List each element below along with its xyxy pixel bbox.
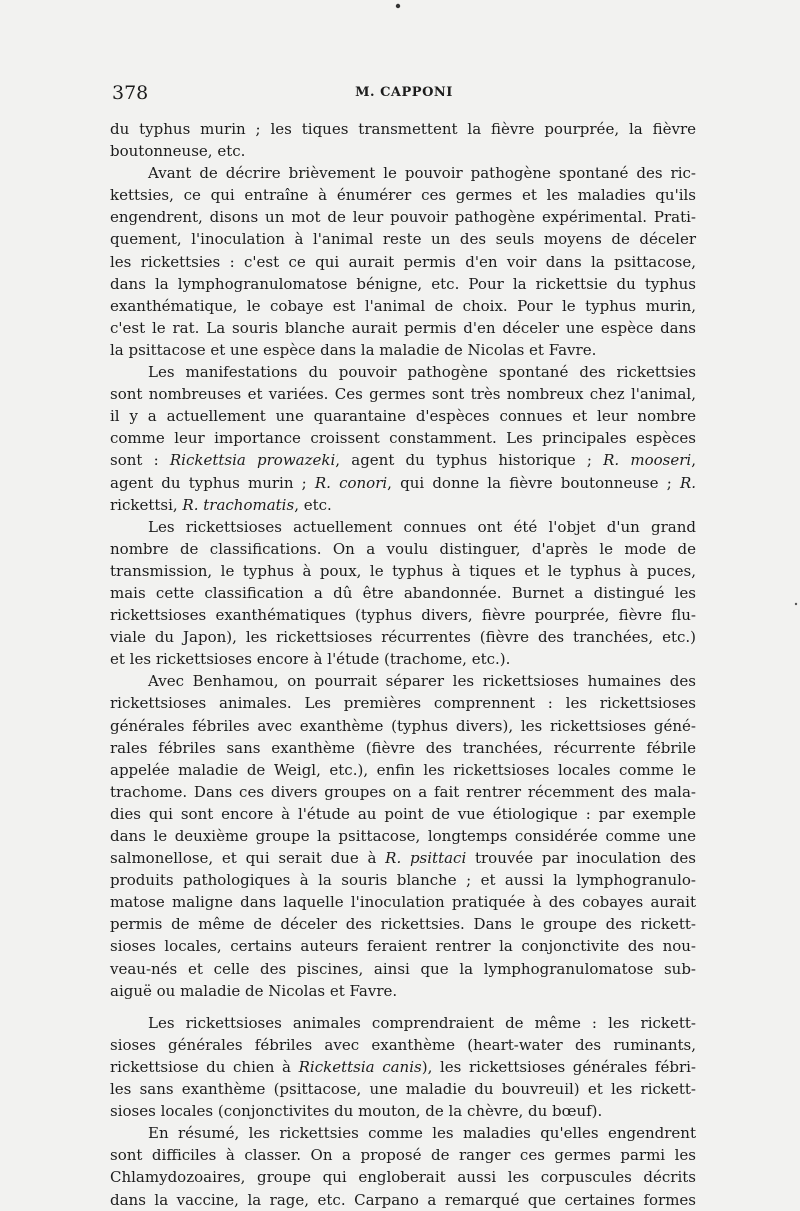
text-line: salmonellose, et qui serait due à R. psittaci trouvée par inoculation des xyxy=(110,849,696,868)
text-line: transmission, le typhus à poux, le typhus à tiques et le typhus à puces, xyxy=(110,561,696,580)
text-line: boutonneuse, etc. xyxy=(110,142,246,161)
text-line: sioses locales, certains auteurs feraient rentrer la conjonctivite des nou- xyxy=(110,937,696,956)
text-line: les rickettsies : c'est ce qui aurait permis d'en voir dans la psittacose, xyxy=(110,252,696,271)
text-line: sioses générales fébriles avec exanthème (heart-water des ruminants, xyxy=(110,1035,696,1054)
text-line: nombre de classifications. On a voulu distinguer, d'après le mode de xyxy=(110,539,696,558)
text-line: kettsies, ce qui entraîne à énumérer ces germes et les maladies qu'ils xyxy=(110,186,696,205)
text-line: dans la vaccine, la rage, etc. Carpano a remarqué que certaines formes xyxy=(110,1190,696,1209)
page-number: 378 xyxy=(112,82,149,104)
page-header xyxy=(112,82,696,106)
text-line: rickettsi, R. trachomatis, etc. xyxy=(110,495,332,514)
text-line: rickettsiose du chien à Rickettsia canis), les rickettsioses générales fébri- xyxy=(110,1057,696,1076)
ink-speck xyxy=(396,4,400,8)
paragraph xyxy=(110,1012,696,1122)
text-line: et les rickettsioses encore à l'étude (trachome, etc.). xyxy=(110,650,511,669)
text-line: il y a actuellement une quarantaine d'espèces connues et leur nombre xyxy=(110,407,696,426)
text-line: trachome. Dans ces divers groupes on a fait rentrer récemment des mala- xyxy=(110,782,696,801)
text-line: viale du Japon), les rickettsioses récurrentes (fièvre des tranchées, etc.) xyxy=(110,628,696,647)
text-line: exanthématique, le cobaye est l'animal de choix. Pour le typhus murin, xyxy=(110,296,696,315)
text-line: sont : Rickettsia prowazeki, agent du typhus historique ; R. mooseri, xyxy=(110,451,696,470)
text-line: aiguë ou maladie de Nicolas et Favre. xyxy=(110,981,398,1000)
text-line: c'est le rat. La souris blanche aurait permis d'en déceler une espèce dans xyxy=(110,318,696,337)
paragraph xyxy=(110,361,696,516)
text-line: dans la lymphogranulomatose bénigne, etc. Pour la rickettsie du typhus xyxy=(110,274,696,293)
body-text xyxy=(110,118,696,1211)
text-line: rickettsioses exanthématiques (typhus divers, fièvre pourprée, fièvre flu- xyxy=(110,606,696,625)
text-line: dies qui sont encore à l'étude au point de vue étiologique : par exemple xyxy=(110,804,696,823)
text-line: sioses locales (conjonctivites du mouton, de la chèvre, du bœuf). xyxy=(110,1102,603,1121)
paragraph xyxy=(110,516,696,671)
text-line: comme leur importance croissent constamment. Les principales espèces xyxy=(110,429,696,448)
text-line: matose maligne dans laquelle l'inoculation pratiquée à des cobayes aurait xyxy=(110,893,696,912)
text-line: la psittacose et une espèce dans la maladie de Nicolas et Favre. xyxy=(110,340,597,359)
paragraph xyxy=(110,162,696,361)
text-line: agent du typhus murin ; R. conori, qui donne la fièvre boutonneuse ; R. xyxy=(110,473,696,492)
paragraph xyxy=(110,670,696,1001)
running-head: M. CAPPONI xyxy=(355,85,453,100)
text-line: Avec Benhamou, on pourrait séparer les rickettsioses humaines des xyxy=(148,672,696,691)
text-line: produits pathologiques à la souris blanche ; et aussi la lymphogranulo- xyxy=(110,871,696,890)
text-line: du typhus murin ; les tiques transmettent la fièvre pourprée, la fièvre xyxy=(110,120,696,138)
text-line: permis de même de déceler des rickettsies. Dans le groupe des rickett- xyxy=(110,915,696,934)
text-line: Les rickettsioses actuellement connues ont été l'objet d'un grand xyxy=(148,517,696,536)
text-line: sont nombreuses et variées. Ces germes sont très nombreux chez l'animal, xyxy=(110,385,696,404)
text-line: Les rickettsioses animales comprendraient de même : les rickett- xyxy=(148,1013,696,1032)
paragraph xyxy=(110,118,696,162)
text-line: appelée maladie de Weigl, etc.), enfin les rickettsioses locales comme le xyxy=(110,760,696,779)
text-line: quement, l'inoculation à l'animal reste un des seuls moyens de déceler xyxy=(110,230,696,249)
text-line: veau-nés et celle des piscines, ainsi que la lymphogranulomatose sub- xyxy=(110,959,696,978)
ink-speck xyxy=(795,603,797,605)
text-line: sont difficiles à classer. On a proposé de ranger ces germes parmi les xyxy=(110,1146,696,1165)
text-line: Les manifestations du pouvoir pathogène spontané des rickettsies xyxy=(148,363,696,382)
text-line: mais cette classification a dû être abandonnée. Burnet a distingué les xyxy=(110,583,696,602)
text-line: dans le deuxième groupe la psittacose, longtemps considérée comme une xyxy=(110,827,696,845)
text-line: rales fébriles sans exanthème (fièvre des tranchées, récurrente fébrile xyxy=(110,738,696,757)
text-line: En résumé, les rickettsies comme les maladies qu'elles engendrent xyxy=(148,1124,696,1143)
text-line: Avant de décrire brièvement le pouvoir pathogène spontané des ric- xyxy=(148,164,696,183)
text-line: engendrent, disons un mot de leur pouvoir pathogène expérimental. Prati- xyxy=(110,208,696,227)
text-line: générales fébriles avec exanthème (typhus divers), les rickettsioses géné- xyxy=(110,716,696,735)
text-line: les sans exanthème (psittacose, une maladie du bouvreuil) et les rickett- xyxy=(110,1080,696,1099)
paragraph xyxy=(110,1122,696,1210)
text-line: rickettsioses animales. Les premières comprennent : les rickettsioses xyxy=(110,694,696,713)
text-line: Chlamydozoaires, groupe qui engloberait aussi les corpuscules décrits xyxy=(110,1168,696,1187)
